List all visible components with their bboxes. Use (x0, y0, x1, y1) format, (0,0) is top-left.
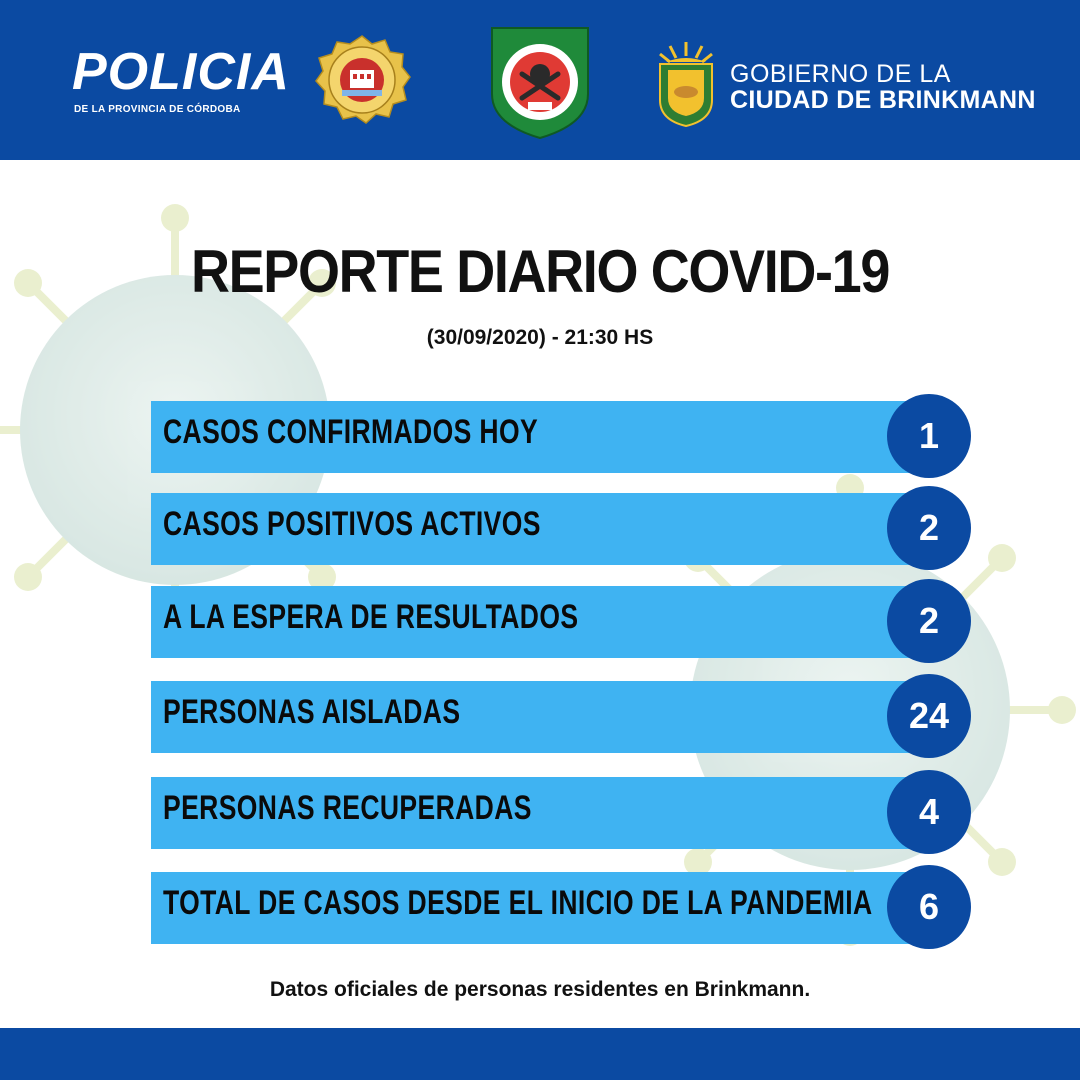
report-datetime: (30/09/2020) - 21:30 HS (426, 326, 654, 349)
stat-row-personas-recuperadas (151, 777, 1021, 849)
stat-label: A LA ESPERA DE RESULTADOS (163, 598, 579, 636)
stat-label: TOTAL DE CASOS DESDE EL INICIO DE LA PANDEMIA (163, 884, 873, 922)
stat-label: CASOS CONFIRMADOS HOY (163, 413, 539, 451)
brinkmann-coat-of-arms-logo (656, 40, 716, 128)
stat-value-badge: 4 (887, 770, 971, 854)
footnote: Datos oficiales de personas residentes en Brinkmann. (269, 978, 811, 1001)
stat-row-personas-aisladas (151, 681, 1021, 753)
policia-subtitle: DE LA PROVINCIA DE CÓRDOBA (74, 104, 241, 115)
stat-value-badge: 2 (887, 486, 971, 570)
footer-bar (0, 1028, 1080, 1080)
stat-value-badge: 1 (887, 394, 971, 478)
gobierno-title-line1: GOBIERNO DE LA (730, 60, 951, 88)
stat-label: PERSONAS RECUPERADAS (163, 789, 532, 827)
stat-row-positivos-activos (151, 493, 1021, 565)
stat-value-badge: 6 (887, 865, 971, 949)
stat-label: CASOS POSITIVOS ACTIVOS (163, 505, 541, 543)
stat-row-total-casos (151, 872, 1021, 944)
gobierno-title-line2: CIUDAD DE BRINKMANN (730, 86, 1036, 114)
stat-value-badge: 24 (887, 674, 971, 758)
stat-row-espera-resultados (151, 586, 1021, 658)
stat-value-badge: 2 (887, 579, 971, 663)
policia-title: POLICIA (72, 43, 290, 101)
stat-row-confirmados-hoy (151, 401, 1021, 473)
report-title: REPORTE DIARIO COVID-19 (190, 238, 890, 305)
bomberos-shield-logo (488, 24, 592, 140)
stat-label: PERSONAS AISLADAS (163, 693, 461, 731)
police-badge-logo (312, 34, 412, 126)
